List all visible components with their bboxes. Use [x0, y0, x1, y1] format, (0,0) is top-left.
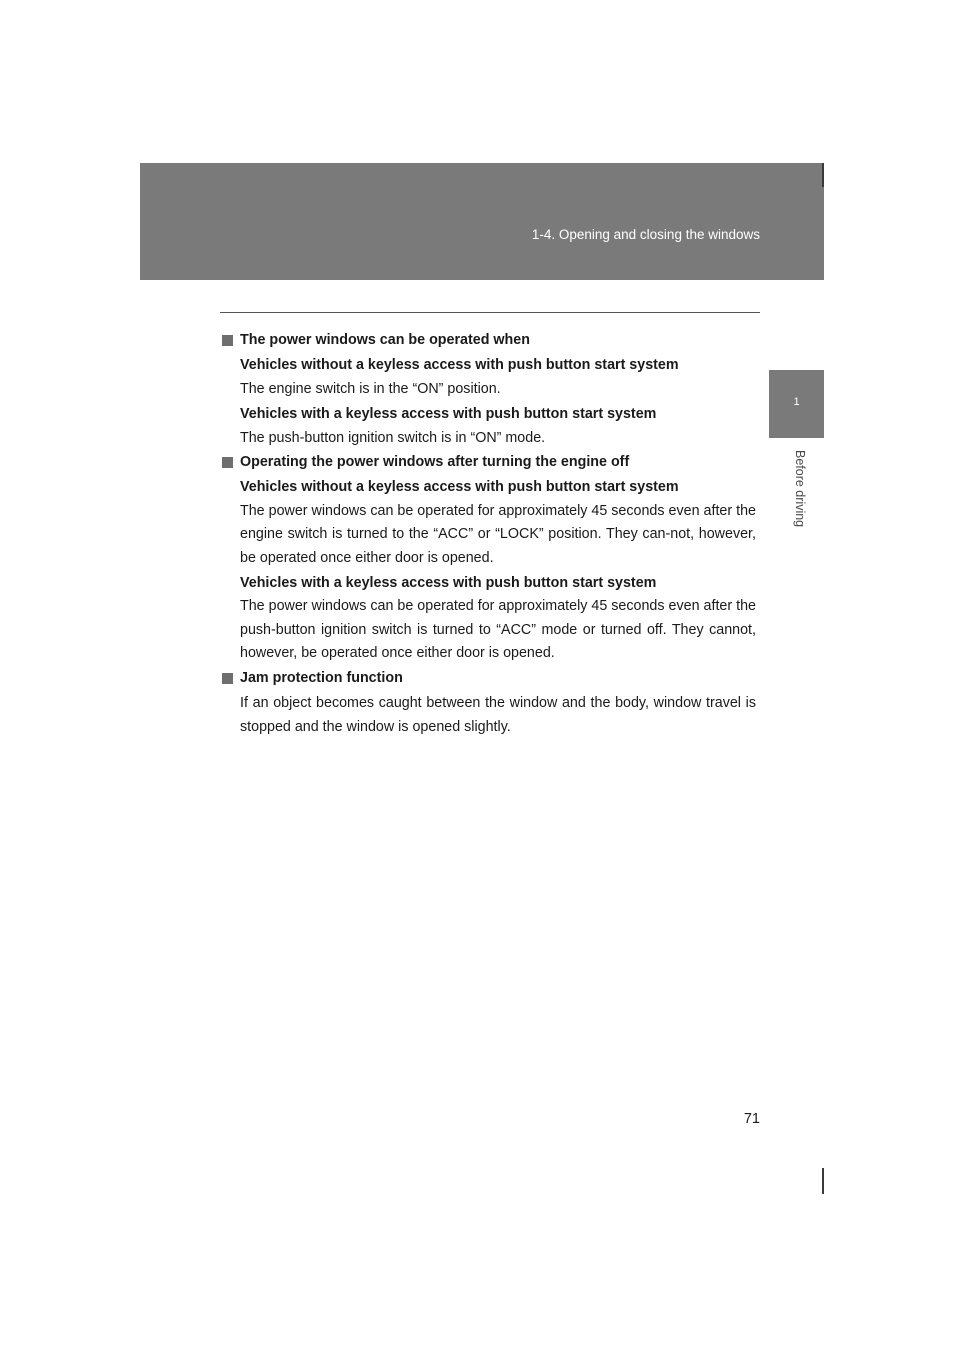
- chapter-tab: [769, 370, 824, 438]
- section-jam-protection: [222, 667, 756, 739]
- block-subhead: Vehicles without a keyless access with push button start system: [240, 479, 679, 496]
- content-block: [222, 403, 756, 450]
- square-bullet-icon: [222, 673, 233, 684]
- block-text: The power windows can be operated for approximately 45 seconds even after the push-button ignition switch is turned to “ACC” mode or turned off. They cannot, however, be operated once either door is opened.: [240, 598, 756, 662]
- content-block: [222, 692, 756, 739]
- block-text: The power windows can be operated for approximately 45 seconds even after the engine switch is turned to the “ACC” or “LOCK” position. They can-not, however, be operated once either door is opened.: [240, 502, 756, 566]
- page-number: 71: [743, 1111, 760, 1127]
- block-text: If an object becomes caught between the window and the body, window travel is stopped and the window is opened slightly.: [240, 695, 756, 735]
- block-subhead: Vehicles with a keyless access with push button start system: [240, 406, 657, 423]
- block-text: The push-button ignition switch is in “ON” mode.: [240, 429, 546, 446]
- square-bullet-icon: [222, 335, 233, 346]
- section-heading: Operating the power windows after turning the engine off: [222, 451, 756, 474]
- chapter-number: 1: [793, 396, 800, 408]
- square-bullet-icon: [222, 457, 233, 468]
- block-text: The engine switch is in the “ON” position.: [240, 380, 501, 397]
- header-band: [140, 163, 824, 280]
- content-block: [222, 354, 756, 401]
- section-after-engine-off: [222, 451, 756, 666]
- section-heading: Jam protection function: [222, 667, 756, 690]
- section-title: 1-4. Opening and closing the windows: [531, 227, 760, 242]
- section-heading: The power windows can be operated when: [222, 329, 756, 352]
- block-subhead: Vehicles with a keyless access with push button start system: [240, 575, 657, 592]
- section-operating-conditions: [222, 329, 756, 450]
- crop-mark-bottom: [822, 1168, 824, 1194]
- crop-mark-top: [822, 163, 824, 187]
- top-rule: [220, 312, 760, 313]
- block-subhead: Vehicles without a keyless access with push button start system: [240, 357, 679, 374]
- content-block: [222, 476, 756, 570]
- content-block: [222, 572, 756, 666]
- content: [222, 329, 756, 740]
- chapter-title: Before driving: [793, 450, 807, 528]
